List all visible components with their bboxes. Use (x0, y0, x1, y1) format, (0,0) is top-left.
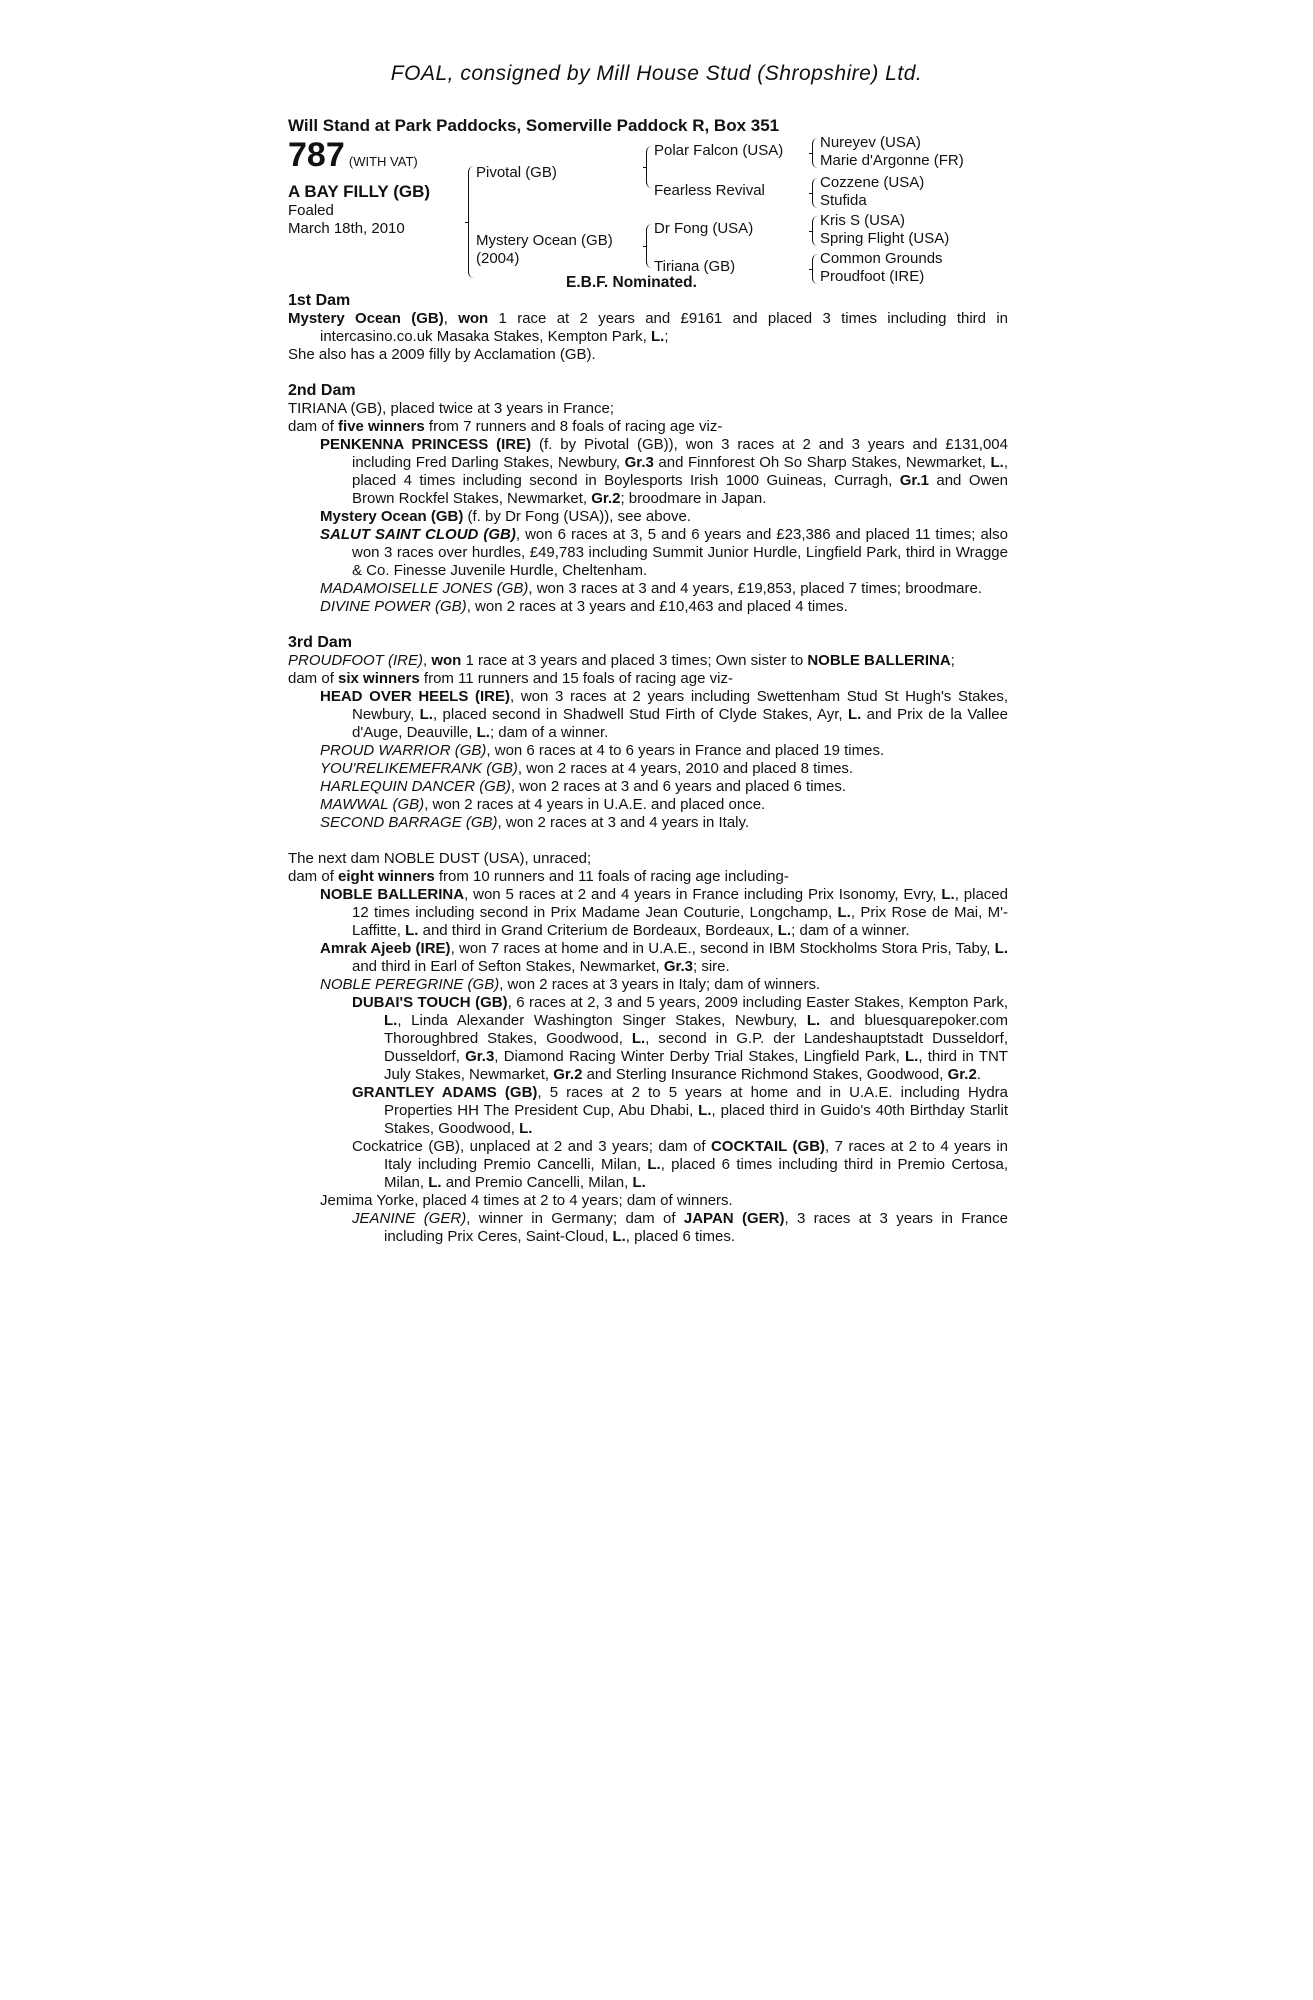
produce-entry: HEAD OVER HEELS (IRE), won 3 races at 2 years including Swettenham Stud St Hugh's Stakes, Newbury, L., placed second in Shadwell Stud Firth of Clyde Stakes, Ayr, L. and Prix de la Vallee d'Auge, Deauville, L.; dam of a winner. (320, 688, 1008, 741)
produce-entry: Jemima Yorke, placed 4 times at 2 to 4 years; dam of winners. (320, 1192, 733, 1209)
pedigree-sire-dam: Fearless Revival (654, 182, 765, 199)
pedigree-brace (646, 146, 653, 188)
second-dam-intro: dam of five winners from 7 runners and 8 foals of racing age viz- (288, 418, 723, 435)
pedigree-dam: Mystery Ocean (GB) (476, 232, 613, 249)
produce-entry: NOBLE PEREGRINE (GB), won 2 races at 3 years in Italy; dam of winners. (320, 976, 821, 993)
pedigree-brace (812, 254, 819, 284)
ebf-nominated: E.B.F. Nominated. (566, 274, 697, 291)
third-dam-intro: dam of six winners from 11 runners and 15 foals of racing age viz- (288, 670, 733, 687)
catalogue-body (288, 292, 1008, 1246)
produce-entry: DIVINE POWER (GB), won 2 races at 3 years and £10,463 and placed 4 times. (320, 598, 848, 615)
foaled-label: Foaled (288, 202, 334, 219)
pedigree-brace (468, 166, 475, 278)
third-dam-heading: 3rd Dam (288, 634, 353, 651)
stand-location: Will Stand at Park Paddocks, Somerville Paddock R, Box 351 (288, 116, 780, 135)
third-dam-intro: PROUDFOOT (IRE), won 1 race at 3 years and placed 3 times; Own sister to NOBLE BALLERINA; (288, 652, 955, 669)
produce-entry: Mystery Ocean (GB) (f. by Dr Fong (USA)), see above. (320, 508, 691, 525)
next-dam-produce (288, 886, 1008, 1246)
pedigree-brace (646, 224, 653, 268)
pedigree-brace (812, 138, 819, 168)
produce-entry: YOU'RELIKEMEFRANK (GB), won 2 races at 4 years, 2010 and placed 8 times. (320, 760, 854, 777)
next-dam-intro: dam of eight winners from 10 runners and 11 foals of racing age including- (288, 868, 789, 885)
foaled-date: March 18th, 2010 (288, 220, 405, 237)
pedigree-dam-sire: Dr Fong (USA) (654, 220, 754, 237)
second-dam-heading: 2nd Dam (288, 382, 356, 399)
produce-entry: NOBLE BALLERINA, won 5 races at 2 and 4 years in France including Prix Isonomy, Evry, L., placed 12 times including second in Prix Madame Jean Couturie, Longchamp, L., Prix Rose de Mai, M'-Laffitte, L. and third in Grand Criterium de Bordeaux, Bordeaux, L.; dam of a winner. (320, 886, 1009, 939)
produce-entry: DUBAI'S TOUCH (GB), 6 races at 2, 3 and 5 years, 2009 including Easter Stakes, Kempton Park, L., Linda Alexander Washington Singer Stakes, Newbury, L. and bluesquarepoker.com Thoroughbred Stakes, Goodwood, L., second in G.P. der Landeshauptstadt Dusseldorf, Dusseldorf, Gr.3, Diamond Racing Winter Derby Trial Stakes, Lingfield Park, L., third in TNT July Stakes, Newmarket, Gr.2 and Sterling Insurance Richmond Stakes, Goodwood, Gr.2. (352, 994, 1008, 1083)
produce-entry: MAWWAL (GB), won 2 races at 4 years in U.A.E. and placed once. (320, 796, 766, 813)
lot-number: 787 (288, 136, 345, 174)
pedigree-dam-year: (2004) (476, 250, 520, 267)
first-dam-heading: 1st Dam (288, 292, 351, 309)
pedigree-dsd: Spring Flight (USA) (820, 230, 950, 247)
pedigree-dds: Common Grounds (820, 250, 943, 267)
pedigree-dam-dam: Tiriana (GB) (654, 258, 736, 275)
pedigree-ssd: Marie d'Argonne (FR) (820, 152, 964, 169)
pedigree-sss: Nureyev (USA) (820, 134, 921, 151)
produce-entry: HARLEQUIN DANCER (GB), won 2 races at 3 and 6 years and placed 6 times. (320, 778, 847, 795)
pedigree-ddd: Proudfoot (IRE) (820, 268, 925, 285)
next-dam-intro: The next dam NOBLE DUST (USA), unraced; (288, 850, 592, 867)
produce-entry: Amrak Ajeeb (IRE), won 7 races at home and in U.A.E., second in IBM Stockholms Stora Pris, Taby, L. and third in Earl of Sefton Stakes, Newmarket, Gr.3; sire. (320, 940, 1008, 975)
produce-entry: JEANINE (GER), winner in Germany; dam of JAPAN (GER), 3 races at 3 years in France including Prix Ceres, Saint-Cloud, L., placed 6 times. (352, 1210, 1008, 1245)
pedigree-sire-sire: Polar Falcon (USA) (654, 142, 784, 159)
pedigree-brace (812, 178, 819, 208)
pedigree-sdd: Stufida (820, 192, 867, 209)
pedigree-sire: Pivotal (GB) (476, 164, 557, 181)
produce-entry: SECOND BARRAGE (GB), won 2 races at 3 and 4 years in Italy. (320, 814, 750, 831)
first-dam-line: Mystery Ocean (GB), won 1 race at 2 years and £9161 and placed 3 times including third in intercasino.co.uk Masaka Stakes, Kempton Park, L.; (288, 310, 1008, 345)
produce-entry: PROUD WARRIOR (GB), won 6 races at 4 to 6 years in France and placed 19 times. (320, 742, 885, 759)
produce-entry: GRANTLEY ADAMS (GB), 5 races at 2 to 5 years at home and in U.A.E. including Hydra Properties HH The President Cup, Abu Dhabi, L., placed third in Guido's 40th Birthday Starlit Stakes, Goodwood, L. (352, 1084, 1008, 1137)
produce-entry: SALUT SAINT CLOUD (GB), won 6 races at 3, 5 and 6 years and £23,386 and placed 11 times; also won 3 races over hurdles, £49,783 including Summit Junior Hurdle, Lingfield Park, third in Wragge & Co. Finesse Juvenile Hurdle, Cheltenham. (320, 526, 1008, 579)
pedigree-block (288, 134, 1008, 291)
second-dam-intro: TIRIANA (GB), placed twice at 3 years in France; (288, 400, 614, 417)
first-dam-line: She also has a 2009 filly by Acclamation (GB). (288, 346, 596, 363)
vat-note: (WITH VAT) (348, 154, 418, 169)
lot-description: A BAY FILLY (GB) (288, 182, 431, 201)
pedigree-dss: Kris S (USA) (820, 212, 906, 229)
pedigree-sds: Cozzene (USA) (820, 174, 925, 191)
pedigree-brace (812, 216, 819, 246)
produce-entry: MADAMOISELLE JONES (GB), won 3 races at 3 and 4 years, £19,853, placed 7 times; broodmare. (320, 580, 982, 597)
produce-entry: Cockatrice (GB), unplaced at 2 and 3 years; dam of COCKTAIL (GB), 7 races at 2 to 4 years in Italy including Premio Cancelli, Milan, L., placed 6 times including third in Premio Certosa, Milan, L. and Premio Cancelli, Milan, L. (352, 1138, 1009, 1191)
consignor-line: FOAL, consigned by Mill House Stud (Shropshire) Ltd. (390, 62, 923, 85)
produce-entry: PENKENNA PRINCESS (IRE) (f. by Pivotal (GB)), won 3 races at 2 and 3 years and £131,004 including Fred Darling Stakes, Newbury, Gr.3 and Finnforest Oh So Sharp Stakes, Newmarket, L., placed 4 times including second in Boylesports Irish 1000 Guineas, Curragh, Gr.1 and Owen Brown Rockfel Stakes, Newmarket, Gr.2; broodmare in Japan. (320, 436, 1009, 507)
catalogue-page (288, 112, 1008, 1246)
